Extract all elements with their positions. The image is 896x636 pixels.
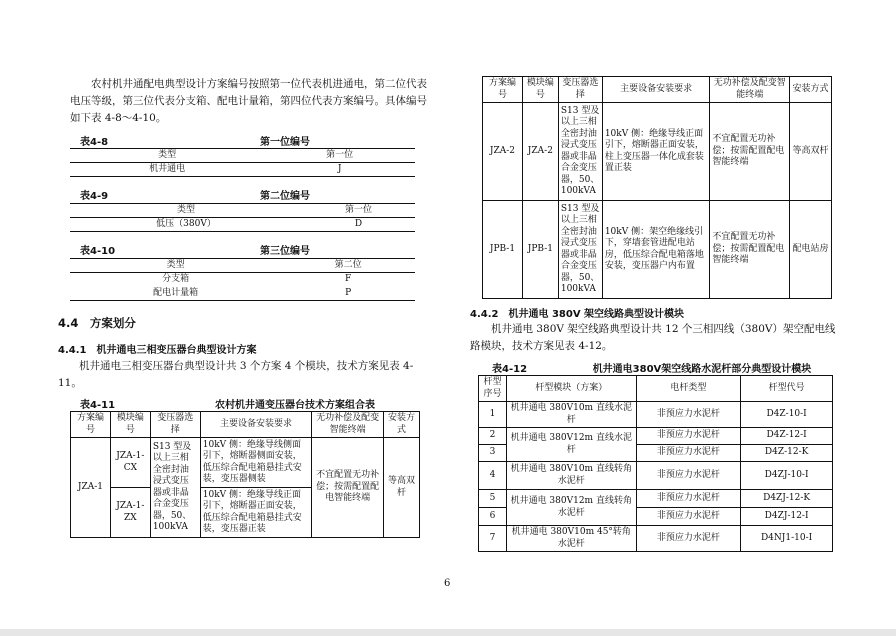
table-title: 第一位编号 [260, 137, 310, 148]
table-cell: D [302, 218, 415, 232]
table-cell: 不宜配置无功补偿；按需配置配电智能终端 [312, 438, 384, 538]
table-cell: 等高双杆 [790, 103, 832, 201]
table-cell: D4ZJ-12-I [741, 508, 833, 526]
table-cell: S13 型及以上三相全密封油浸式变压器或非晶合金变压器，50、100kVA [150, 438, 200, 538]
table-cell: JPB-1 [483, 201, 523, 299]
table-cell: 10kV 侧：绝缘导线正面引下，熔断器正面安装，柱上变压器一体化成套装置正装 [602, 103, 710, 201]
table-row [479, 490, 833, 508]
table-row [479, 526, 833, 552]
col-header: 杆型代号 [741, 376, 833, 402]
table-4-11-continued [482, 76, 832, 299]
table-4-11 [70, 411, 420, 538]
table-cell: 6 [479, 508, 507, 526]
table-cell: 机井通电 380V12m 直线转角水泥杆 [506, 490, 636, 526]
table-cell: D4ZJ-10-I [741, 462, 833, 490]
table-cell: 不宜配置无功补偿；按需配置配电智能终端 [710, 103, 790, 201]
table-cell: 机井通电 380V10m 45°转角水泥杆 [506, 526, 636, 552]
table-cell: 7 [479, 526, 507, 552]
table-cell: 非预应力水泥杆 [636, 402, 741, 428]
table-cell: 10kV 侧：绝缘导线侧面引下，熔断器侧面安装，低压综合配电箱悬挂式安装，变压器侧装 [200, 438, 312, 488]
table-cell: 5 [479, 490, 507, 508]
table-cell: 4 [479, 462, 507, 490]
table-row [483, 103, 832, 201]
table-title: 第二位编号 [260, 191, 310, 202]
table-cell: D4Z-12-I [741, 428, 833, 445]
table-cell: D4Z-10-I [741, 402, 833, 428]
table-cell: JZA-1-ZX [110, 488, 150, 538]
col-header: 方案编号 [483, 77, 523, 103]
table-title: 农村机井通变压器台技术方案组合表 [215, 400, 375, 411]
table-4-8-caption [80, 133, 410, 148]
table-cell: 2 [479, 428, 507, 445]
table-cell: 1 [479, 402, 507, 428]
col-header: 电杆类型 [636, 376, 741, 402]
col-header: 杆型序号 [479, 376, 507, 402]
table-cell: 配电站房 [790, 201, 832, 299]
table-cell: 配电计量箱 [70, 287, 281, 301]
table-cell: 不宜配置无功补偿；按需配置配电智能终端 [710, 201, 790, 299]
page-bottom-edge [0, 629, 896, 636]
col-header: 杆型模块（方案） [506, 376, 636, 402]
table-number: 表4-10 [80, 246, 116, 257]
table-cell: JZA-2 [522, 103, 558, 201]
table-cell: D4ZJ-12-K [741, 490, 833, 508]
table-cell: JZA-1 [71, 438, 111, 538]
table-cell: 机井通电 [70, 163, 264, 177]
table-cell: 非预应力水泥杆 [636, 526, 741, 552]
table-4-12-caption [492, 360, 832, 375]
table-cell: JZA-2 [483, 103, 523, 201]
table-cell: 10kV 侧：绝缘导线正面引下，熔断器正面安装，低压综合配电箱悬挂式安装，变压器正装 [200, 488, 312, 538]
col-header: 第二位 [281, 259, 415, 273]
section-4-4-1-paragraph: 机井通电三相变压器台典型设计共 3 个方案 4 个模块，技术方案见表 4-11。 [58, 360, 414, 389]
col-header: 类型 [70, 204, 302, 218]
col-header: 类型 [70, 259, 281, 273]
section-4-4-heading: 4.4 方案划分 [58, 316, 136, 330]
table-number: 表4-9 [80, 191, 109, 202]
col-header: 无功补偿及配变智能终端 [312, 412, 384, 438]
table-cell: S13 型及以上三相全密封油浸式变压器或非晶合金变压器，50、100kVA [558, 103, 602, 201]
table-cell: 机井通电 380V12m 直线水泥杆 [506, 428, 636, 462]
col-header: 主要设备安装要求 [602, 77, 710, 103]
table-cell: 非预应力水泥杆 [636, 445, 741, 462]
table-row [479, 428, 833, 445]
table-cell: 非预应力水泥杆 [636, 508, 741, 526]
table-cell: 10kV 侧：架空绝缘线引下，穿墙套管进配电站房，低压综合配电箱落地安装，变压器户内布置 [602, 201, 710, 299]
table-cell: 非预应力水泥杆 [636, 428, 741, 445]
table-cell: J [264, 163, 415, 177]
table-cell: 等高双杆 [384, 438, 420, 538]
col-header: 第一位 [302, 204, 415, 218]
table-cell: 非预应力水泥杆 [636, 462, 741, 490]
col-header: 主要设备安装要求 [200, 412, 312, 438]
table-cell: 分支箱 [162, 274, 190, 284]
table-cell: 非预应力水泥杆 [636, 490, 741, 508]
table-cell: 3 [479, 445, 507, 462]
col-header: 无功补偿及配变智能终端 [710, 77, 790, 103]
intro-paragraph: 农村机井通配电典型设计方案编号按照第一位代表机进通电，第二位代表电压等级，第三位代表分支箱、配电计量箱，第四位代表方案编号。具体编号如下表 4-8～4-10。 [70, 78, 427, 124]
table-4-9 [70, 203, 415, 232]
section-4-4-1-heading: 4.4.1 机井通电三相变压器台典型设计方案 [58, 345, 257, 356]
table-4-10 [70, 258, 415, 301]
table-cell: JZA-1-CX [110, 438, 150, 488]
table-cell: 机井通电 380V10m 直线转角水泥杆 [506, 462, 636, 490]
col-header: 类型 [70, 149, 264, 163]
table-row [483, 201, 832, 299]
table-cell: F [345, 274, 352, 284]
table-number: 表4-12 [492, 364, 528, 375]
table-title: 机井通电380V架空线路水泥杆部分典型设计模块 [592, 364, 812, 375]
table-cell: D4NJ1-10-I [741, 526, 833, 552]
table-cell: JPB-1 [522, 201, 558, 299]
col-header: 变压器选择 [150, 412, 200, 438]
table-4-12 [478, 375, 833, 552]
table-4-11-caption [80, 396, 430, 411]
table-row [479, 402, 833, 428]
table-4-10-caption [80, 242, 410, 257]
section-4-4-2-heading: 4.4.2 机井通电 380V 架空线路典型设计模块 [470, 309, 685, 320]
table-cell: P [281, 287, 415, 301]
table-title: 第三位编号 [260, 246, 310, 257]
col-header: 模块编号 [522, 77, 558, 103]
table-number: 表4-11 [80, 400, 116, 411]
col-header: 安装方式 [384, 412, 420, 438]
table-number: 表4-8 [80, 137, 109, 148]
col-header: 第一位 [264, 149, 415, 163]
table-cell: 机井通电 380V10m 直线水泥杆 [506, 402, 636, 428]
section-4-4-2-paragraph: 机井通电 380V 架空线路典型设计共 12 个三相四线（380V）架空配电线路模块，技术方案见表 4-12。 [470, 323, 836, 352]
table-4-9-caption [80, 187, 410, 202]
table-cell: S13 型及以上三相全密封油浸式变压器或非晶合金变压器，50、100kVA [558, 201, 602, 299]
col-header: 变压器选择 [558, 77, 602, 103]
table-4-8 [70, 148, 415, 177]
table-row [479, 462, 833, 490]
table-cell: 低压（380V） [70, 218, 302, 232]
col-header: 安装方式 [790, 77, 832, 103]
col-header: 模块编号 [110, 412, 150, 438]
col-header: 方案编号 [71, 412, 111, 438]
page-number: 6 [444, 578, 451, 589]
table-cell: D4Z-12-K [741, 445, 833, 462]
